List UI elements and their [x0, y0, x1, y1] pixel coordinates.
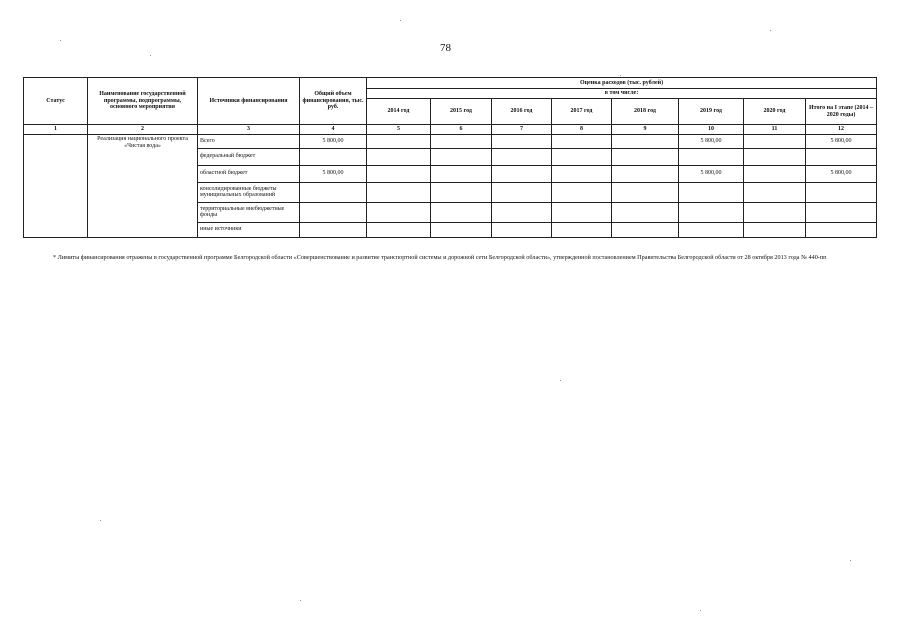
year-cell	[552, 148, 612, 165]
year-cell	[431, 202, 492, 222]
column-number: 6	[431, 125, 492, 135]
year-cell	[552, 134, 612, 148]
year-cell: 5 800,00	[679, 165, 744, 182]
year-cell	[367, 202, 431, 222]
year-cell	[492, 165, 552, 182]
year-cell	[431, 222, 492, 237]
header-year: 2018 год	[612, 99, 679, 125]
scan-speck	[560, 380, 561, 381]
column-number: 12	[806, 125, 877, 135]
status-cell	[24, 134, 88, 237]
scan-speck	[60, 40, 61, 41]
scan-speck	[770, 30, 771, 31]
header-name: Наименование государственной программы, подпрограммы, основного мероприятия	[88, 78, 198, 125]
header-year: 2019 год	[679, 99, 744, 125]
year-cell	[367, 165, 431, 182]
total-cell	[300, 202, 367, 222]
total-cell: 5 800,00	[300, 134, 367, 148]
year-cell	[431, 182, 492, 202]
year-cell	[679, 148, 744, 165]
column-number: 11	[744, 125, 806, 135]
column-number: 3	[198, 125, 300, 135]
year-cell	[744, 165, 806, 182]
header-including: в том числе:	[367, 89, 877, 99]
scan-speck	[100, 520, 101, 521]
header-estimate: Оценка расходов (тыс. рублей)	[367, 78, 877, 89]
page-number: 78	[440, 42, 451, 54]
year-cell	[612, 182, 679, 202]
year-cell	[431, 165, 492, 182]
source-cell: иные источники	[198, 222, 300, 237]
year-cell	[679, 222, 744, 237]
column-number: 2	[88, 125, 198, 135]
header-total: Общий объем финансирования, тыс. руб.	[300, 78, 367, 125]
scan-speck	[400, 20, 401, 21]
year-cell	[367, 182, 431, 202]
year-cell	[612, 134, 679, 148]
year-cell	[552, 202, 612, 222]
column-number: 7	[492, 125, 552, 135]
column-number: 10	[679, 125, 744, 135]
stage-total-cell	[806, 222, 877, 237]
year-cell	[492, 222, 552, 237]
scan-speck	[700, 610, 701, 611]
year-cell	[552, 182, 612, 202]
year-cell	[367, 222, 431, 237]
year-cell	[367, 134, 431, 148]
year-cell	[492, 202, 552, 222]
year-cell	[744, 182, 806, 202]
year-cell	[744, 148, 806, 165]
scan-speck	[850, 560, 851, 561]
column-number: 5	[367, 125, 431, 135]
source-cell: Всего	[198, 134, 300, 148]
year-cell	[552, 222, 612, 237]
column-number: 4	[300, 125, 367, 135]
year-cell	[492, 182, 552, 202]
year-cell	[612, 165, 679, 182]
total-cell	[300, 222, 367, 237]
scan-speck	[300, 600, 301, 601]
year-cell	[612, 222, 679, 237]
stage-total-cell: 5 800,00	[806, 165, 877, 182]
source-cell: консолидированные бюджеты муниципальных образований	[198, 182, 300, 202]
header-stage-total: Итого на I этапе (2014 – 2020 годы)	[806, 99, 877, 125]
year-cell	[612, 202, 679, 222]
year-cell: 5 800,00	[679, 134, 744, 148]
year-cell	[492, 134, 552, 148]
program-name-cell: Реализация национального проекта «Чистая вода»	[88, 134, 198, 237]
source-cell: областной бюджет	[198, 165, 300, 182]
year-cell	[744, 202, 806, 222]
stage-total-cell: 5 800,00	[806, 134, 877, 148]
total-cell	[300, 148, 367, 165]
header-year: 2015 год	[431, 99, 492, 125]
year-cell	[552, 165, 612, 182]
header-year: 2020 год	[744, 99, 806, 125]
source-cell: федеральный бюджет	[198, 148, 300, 165]
column-number: 1	[24, 125, 88, 135]
column-number: 9	[612, 125, 679, 135]
header-year: 2016 год	[492, 99, 552, 125]
year-cell	[367, 148, 431, 165]
total-cell: 5 800,00	[300, 165, 367, 182]
year-cell	[679, 202, 744, 222]
year-cell	[612, 148, 679, 165]
column-number-row	[24, 125, 877, 135]
year-cell	[679, 182, 744, 202]
financing-table	[23, 77, 877, 238]
column-number: 8	[552, 125, 612, 135]
stage-total-cell	[806, 202, 877, 222]
header-year: 2014 год	[367, 99, 431, 125]
scan-speck	[620, 75, 621, 76]
stage-total-cell	[806, 182, 877, 202]
year-cell	[431, 134, 492, 148]
header-status: Статус	[24, 78, 88, 125]
footnote: * Лимиты финансирования отражены в государственной программе Белгородской области «Совершенствование и развитие транспортной системы и дорожной сети Белгородской области», утвержденной постановлением Правительства Белгородской области от 28 октября 2013 года № 440-пп	[53, 254, 827, 261]
year-cell	[431, 148, 492, 165]
year-cell	[492, 148, 552, 165]
year-cell	[744, 222, 806, 237]
header-sources: Источники финансирования	[198, 78, 300, 125]
header-year: 2017 год	[552, 99, 612, 125]
year-cell	[744, 134, 806, 148]
source-cell: территориальные внебюджетные фонды	[198, 202, 300, 222]
scan-speck	[150, 55, 151, 56]
total-cell	[300, 182, 367, 202]
table-row	[24, 134, 877, 148]
stage-total-cell	[806, 148, 877, 165]
